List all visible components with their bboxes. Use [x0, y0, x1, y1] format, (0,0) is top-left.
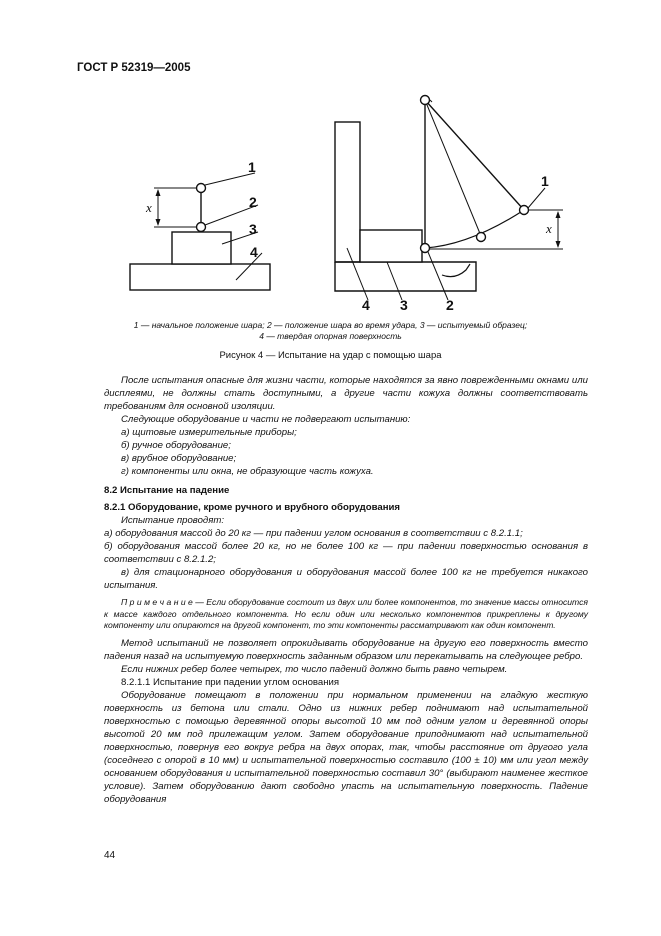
list-item: а) щитовые измерительные приборы; [121, 427, 297, 438]
test-sample-right [360, 230, 422, 262]
ball-initial-right [520, 206, 529, 215]
list-item: б) оборудования массой более 20 кг, но не более 100 кг — при падении поверхностью основания в соответствии с 8.2.1.2; [104, 541, 588, 565]
body-text [104, 374, 588, 806]
section-heading-8-2: 8.2 Испытание на падение [104, 485, 230, 496]
label-x-left: x [146, 200, 152, 215]
paragraph-1: После испытания опасные для жизни части, которые находятся за явно поврежденными окнами или дисплеями, не должны стать доступными, а другие части кожуха должны соответствовать требованиям для основной изоляции. [104, 375, 588, 412]
label-3-left: 3 [249, 221, 257, 237]
ball-mid-right [477, 233, 486, 242]
note [104, 597, 588, 632]
pivot-point [421, 96, 430, 105]
note-label: П р и м е ч а н и е [121, 597, 193, 607]
label-1-left: 1 [248, 159, 256, 175]
paragraph-4: Метод испытаний не позволяет опрокидывать оборудование на другую его поверхность вместо падения назад на испытуемую поверхность заданным образом или перекатывать на следующее ребро. [104, 637, 588, 662]
list-item: г) компоненты или окна, не образующие часть кожуха. [121, 466, 374, 477]
note-text: — Если оборудование состоит из двух или более компонентов, то значение массы относится к массе каждого отдельного компонента. Но если один или несколько компонентов прикреплены к другому компоненту или опираются на другой компонент, то эти компоненты рассматривают как один компонент. [104, 597, 588, 630]
ball-initial-left [197, 184, 206, 193]
figure-legend-line1: 1 — начальное положение шара; 2 — положение шара во время удара, 3 — испытуемый образец; [133, 320, 528, 330]
impact-test-figure [0, 0, 661, 340]
list-item: а) оборудования массой до 20 кг — при падении углом основания в соответствии с 8.2.1.1; [104, 528, 523, 539]
page-number: 44 [104, 850, 116, 861]
list-item: в) врубное оборудование; [121, 453, 237, 464]
right-diagram [335, 96, 563, 301]
paragraph-6: Оборудование помещают в положении при нормальном применении на гладкую жесткую поверхность из бетона или стали. Одно из нижних ребер поднимают над испытательной поверхностью с помощью деревянной опоры высотой 10 мм под одним углом и деревянной опоры высотой 20 мм под прилежащим углом. Затем оборудование приподнимают над испытательной поверхностью, повернув его вокруг ребра на двух опорах, так, чтобы расстояние от другого угла (соседнего с опорой в 10 мм) и испытательной поверхностью составило (100 ± 10) мм или угол между основанием оборудования и испытательной поверхностью составил 30° (выбирают наименее жесткое условие). Затем оборудованию дают свободно упасть на испытательную поверхность. Падение оборудования [104, 689, 588, 805]
figure-legend-line2: 4 — твердая опорная поверхность [259, 331, 402, 341]
paragraph-2: Следующие оборудование и части не подвергают испытанию: [121, 414, 411, 425]
label-4-right: 4 [362, 297, 370, 313]
section-heading-8-2-1: 8.2.1 Оборудование, кроме ручного и врубного оборудования [104, 502, 401, 513]
list-item: в) для стационарного оборудования и оборудования массой более 100 кг не требуется никакого испытания. [104, 567, 588, 591]
support-surface-left [130, 264, 270, 290]
test-sample-left [172, 232, 231, 264]
section-heading-8-2-1-1: 8.2.1.1 Испытание при падении углом основания [121, 676, 340, 688]
ball-impact-left [197, 223, 206, 232]
wall [335, 122, 360, 262]
label-4-left: 4 [250, 244, 258, 260]
paragraph-5: Если нижних ребер более четырех, то число падений должно быть равно четырем. [121, 663, 508, 675]
label-1-right: 1 [541, 173, 549, 189]
label-x-right: x [546, 221, 552, 236]
paragraph-3: Испытание проводят: [121, 515, 225, 526]
document-header: ГОСТ Р 52319—2005 [77, 62, 191, 74]
label-3-right: 3 [400, 297, 408, 313]
figure-title: Рисунок 4 — Испытание на удар с помощью шара [219, 350, 442, 361]
label-2-right: 2 [446, 297, 454, 313]
ball-impact-right [421, 244, 430, 253]
list-item: б) ручное оборудование; [121, 440, 231, 451]
label-2-left: 2 [249, 194, 257, 210]
